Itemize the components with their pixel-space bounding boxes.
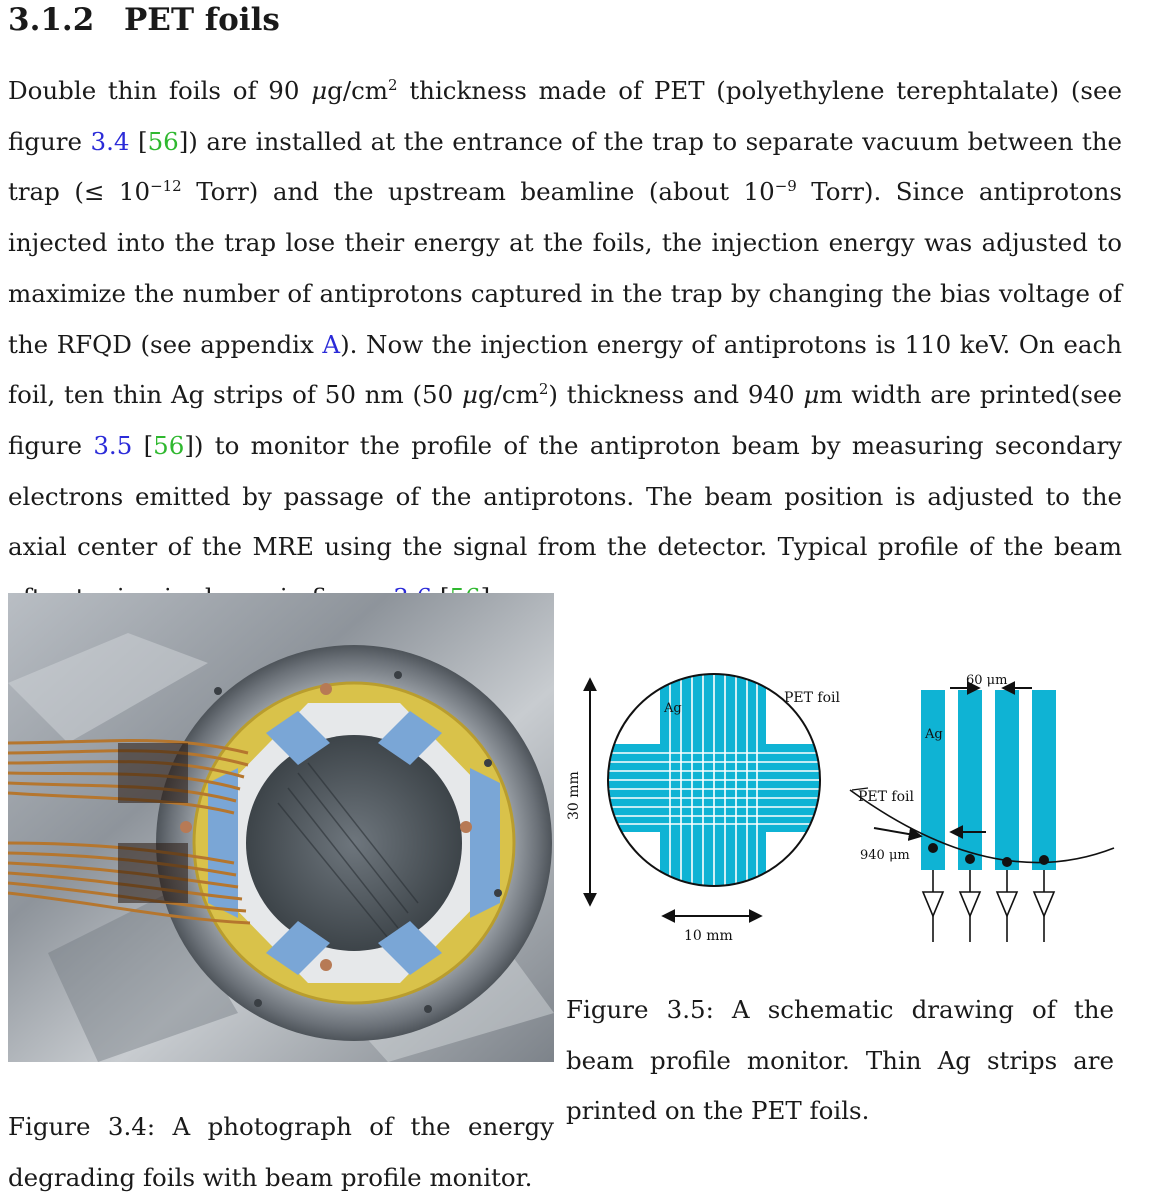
mu-symbol: μ <box>462 380 478 410</box>
figure-ref-3-5[interactable]: 3.5 <box>93 430 133 460</box>
amplifier-icons <box>923 870 1054 942</box>
section-number: 3.1.2 <box>8 2 95 38</box>
mu-symbol: μ <box>311 76 328 105</box>
text-run: thickness made of PET (polyethylene terephtalate) (see figure <box>8 76 1122 156</box>
text-run: g/cm <box>477 380 539 410</box>
text-run: m width are printed(see figure <box>8 380 1122 460</box>
label-pet-foil-right: PET foil <box>858 789 914 805</box>
mu-symbol: μ <box>803 380 820 410</box>
text-run: Double thin foils of 90 <box>8 76 312 105</box>
appendix-ref-a[interactable]: A <box>322 329 341 359</box>
label-10mm: 10 mm <box>684 928 733 944</box>
figure-3-5-schematic <box>554 660 1154 960</box>
text-run: ). Now the injection energy of antiprotons is 110 keV. On each foil, ten thin Ag strips of 50 nm (50 <box>8 329 1122 410</box>
figure-3-5-caption: Figure 3.5: A schematic drawing of the beam profile monitor. Thin Ag strips are printed on the PET foils. <box>566 995 1114 1126</box>
readout-nodes <box>928 843 1049 867</box>
citation-56[interactable]: 56 <box>147 126 179 156</box>
text-run: [ <box>129 126 148 156</box>
text-run: ]) to monitor the profile of the antiproton beam by measuring secondary electrons emitted by passage of the antiprotons. The beam position is adjusted to the axial center of the MRE using the signal from the detector. Typical profile of the beam <box>8 430 1122 562</box>
section-heading <box>8 2 280 38</box>
body-paragraph <box>8 66 1122 624</box>
text-run: g/cm <box>327 76 389 105</box>
superscript: 2 <box>538 380 549 399</box>
text-run: ]) are installed at the entrance of the trap to separate vacuum between the trap (≤ 10 <box>8 126 1122 207</box>
figure-3-4-caption: Figure 3.4: A photograph of the energy degrading foils with beam profile monitor. <box>8 1112 554 1192</box>
text-run: [ <box>132 430 154 460</box>
label-940um: 940 μm <box>860 848 910 863</box>
citation-56[interactable]: 56 <box>153 430 185 460</box>
text-run: Torr). Since antiprotons injected into the trap lose their energy at the foils, the injection energy was adjusted to maximize the number of antiprotons captured in the trap by changing the bias voltage of the RFQD (see appendix <box>8 177 1122 359</box>
figure-ref-3-4[interactable]: 3.4 <box>90 126 130 156</box>
label-60um: 60 μm <box>966 673 1008 688</box>
text-run: Torr) and the upstream beamline (about 10 <box>181 177 775 207</box>
text-run: ) thickness and 940 <box>548 380 804 410</box>
pet-foil-window <box>246 735 462 951</box>
label-pet-foil-left: PET foil <box>784 690 840 706</box>
figure-3-4-photo <box>8 593 554 1062</box>
section-title: PET foils <box>124 2 280 38</box>
label-ag-left: Ag <box>664 701 682 716</box>
label-ag-right: Ag <box>925 727 943 742</box>
label-30mm: 30 mm <box>566 771 582 820</box>
superscript: −9 <box>774 177 797 196</box>
superscript: 2 <box>388 75 398 94</box>
superscript: −12 <box>150 177 182 196</box>
